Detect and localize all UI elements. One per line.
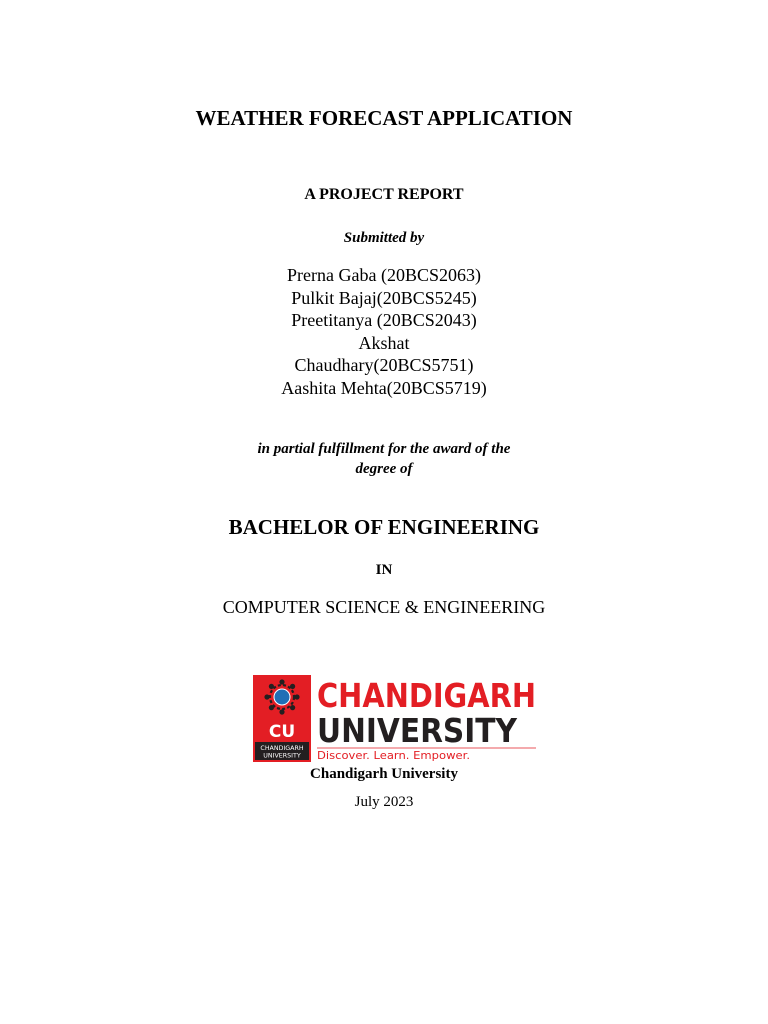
author-name: Chaudhary(20BCS5751): [294, 355, 474, 376]
logo-badge-caption: UNIVERSITY: [263, 752, 301, 760]
author-name: Aashita Mehta(20BCS5719): [281, 377, 487, 398]
author-name: Pulkit Bajaj(20BCS5245): [291, 287, 477, 308]
university-name: Chandigarh University: [310, 766, 458, 782]
logo-tagline: Discover. Learn. Empower.: [317, 750, 470, 762]
department-name: COMPUTER SCIENCE & ENGINEERING: [222, 597, 546, 617]
author-name: Akshat: [358, 332, 410, 353]
author-name: Preetitanya (20BCS2043): [291, 310, 477, 331]
in-label: IN: [375, 562, 393, 578]
fulfillment-statement: [0, 439, 768, 479]
university-logo: [253, 675, 538, 762]
report-title: WEATHER FORECAST APPLICATION: [195, 106, 573, 130]
report-date: July 2023: [354, 794, 414, 810]
logo-wordmark-bottom: UNIVERSITY: [317, 711, 518, 750]
logo-badge-text: CU: [268, 722, 296, 742]
logo-badge-caption: CHANDIGARH: [260, 745, 304, 752]
degree-title: BACHELOR OF ENGINEERING: [228, 515, 540, 539]
submitted-by-label: Submitted by: [343, 230, 425, 246]
logo-wordmark-top: CHANDIGARH: [317, 676, 536, 715]
report-subtitle: A PROJECT REPORT: [304, 186, 464, 203]
author-list: [0, 264, 768, 400]
author-name: Prerna Gaba (20BCS2063): [287, 265, 481, 285]
fulfillment-line: in partial fulfillment for the award of the: [257, 441, 511, 457]
fulfillment-line: degree of: [355, 461, 413, 477]
